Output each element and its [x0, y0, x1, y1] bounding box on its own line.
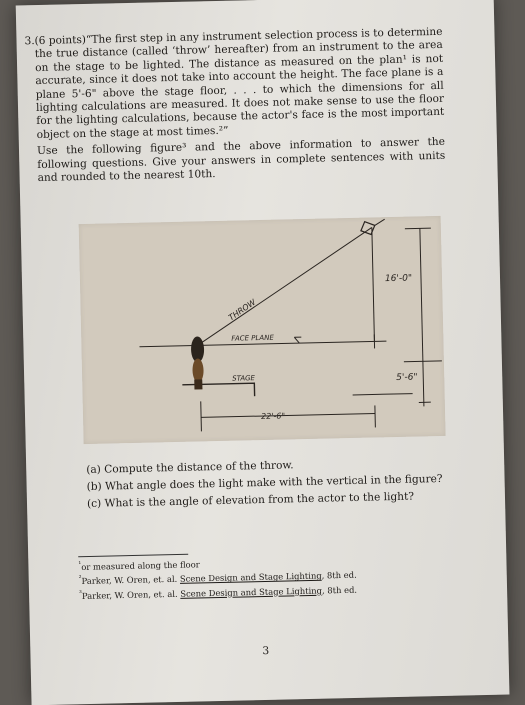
face-plane-label: FACE PLANE	[231, 334, 274, 343]
question-a-text: Compute the distance of the throw.	[104, 459, 294, 475]
height-label: 16'-0"	[385, 274, 412, 285]
footnote-2-mark: ²	[79, 575, 82, 583]
footnote-2-text: Parker, W. Oren, et. al.	[81, 574, 180, 586]
light-pivot-line	[375, 219, 385, 225]
problem-3	[34, 26, 445, 186]
footnote-2-title: Scene Design and Stage Lighting	[180, 571, 322, 584]
worksheet-page	[16, 0, 510, 705]
face-height-label: 5'-6"	[396, 372, 418, 382]
footnote-3-title: Scene Design and Stage Lighting	[180, 585, 322, 598]
stage-floor-extension	[353, 394, 413, 395]
face-plane-arrow	[294, 337, 301, 343]
footnote-3-suffix: , 8th ed.	[322, 584, 357, 595]
problem-instructions: Use the following figure³ and the above information to answer the following questions. Give your answers in complete sentences with units and rounded to the nearest 10th.	[37, 136, 446, 185]
throw-line	[195, 227, 375, 345]
question-b-text: What angle does the light make with the vertical in the figure?	[105, 473, 443, 493]
light-instrument	[361, 221, 375, 234]
height-dimension-line	[420, 228, 423, 361]
problem-number: 3.	[24, 35, 34, 49]
question-a-label: (a)	[86, 464, 101, 476]
face-height-dimension-line	[423, 361, 424, 406]
horizontal-label: 22'-6"	[261, 411, 285, 421]
stage-label: STAGE	[232, 374, 255, 383]
page-number: 3	[262, 645, 269, 657]
question-c-label: (c)	[87, 498, 101, 510]
question-list	[86, 453, 467, 513]
horizontal-dimension-line	[201, 413, 375, 417]
problem-statement: (6 points)“The first step in any instrument selection process is to determine the true distance (called ‘throw’ hereafter) from an instrument to the area on the stage to be lighted. The distance as measured on the plan¹ is not accurate, since it does not take into account the height. The face plane is a plane 5'-6" above the stage floor, . . . to which the dimensions for all lighting calculations are measured. It does not make sense to use the floor for the lighting calculations, because the actor's face is the most important object on the stage at most times.²”	[34, 26, 444, 142]
light-vertical-line	[372, 227, 375, 341]
actor-figure	[191, 336, 205, 389]
throw-figure	[79, 216, 446, 444]
footnote-1-mark: ¹	[78, 560, 81, 568]
stage-edge	[182, 383, 254, 398]
throw-label: THROW	[227, 297, 258, 322]
footnote-2-suffix: , 8th ed.	[322, 570, 357, 581]
face-plane-line	[139, 341, 386, 347]
horizontal-dimension-left-tick	[201, 401, 202, 431]
footnote-3-mark: ³	[79, 589, 82, 597]
footnote-1-text: or measured along the floor	[81, 559, 200, 572]
footnotes	[78, 552, 399, 602]
question-b-label: (b)	[87, 481, 102, 493]
footnote-3-text: Parker, W. Oren, et. al.	[82, 588, 181, 600]
throw-diagram	[79, 216, 446, 444]
height-dimension-top-tick	[405, 228, 431, 229]
question-c-text: What is the angle of elevation from the actor to the light?	[104, 491, 414, 510]
